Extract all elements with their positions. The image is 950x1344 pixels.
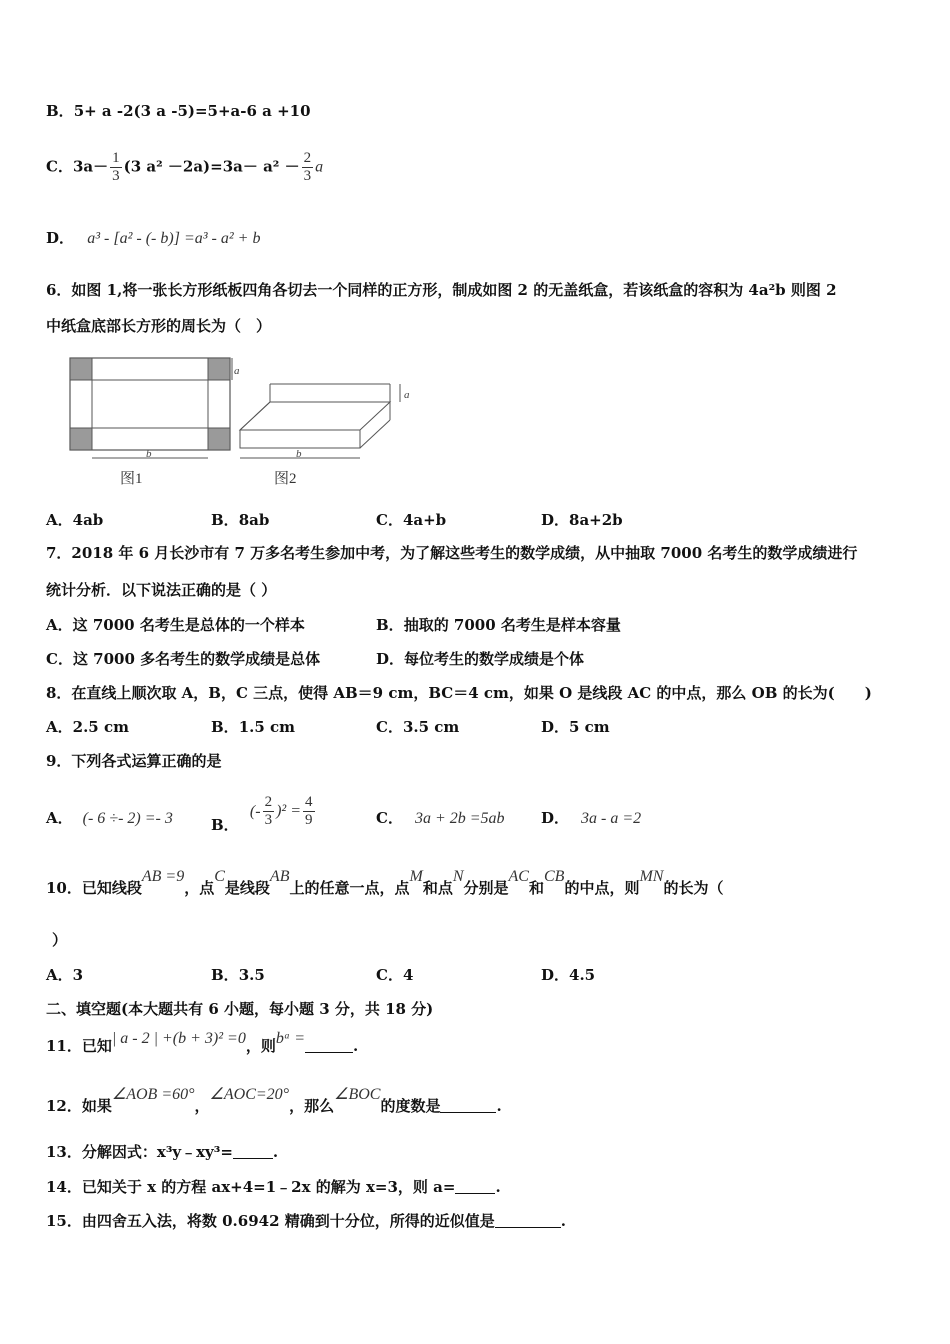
- q15: 15．由四舍五入法，将数 0.6942 精确到十分位，所得的近似值是 .: [46, 1212, 566, 1230]
- q13: 13．分解因式：x³y﹣xy³= .: [46, 1143, 279, 1161]
- q14: 14．已知关于 x 的方程 ax+4=1﹣2x 的解为 x=3，则 a= .: [46, 1178, 501, 1196]
- answer-blank[interactable]: [455, 1179, 495, 1194]
- q8-option-c: C．3.5 cm: [376, 718, 460, 736]
- q7-stem-line2: 统计分析．以下说法正确的是（ ）: [46, 581, 277, 599]
- q9-option-c: C． 3a + 2b =5ab: [376, 809, 505, 827]
- q7-option-c: C．这 7000 多名考生的数学成绩是总体: [46, 650, 321, 668]
- figure-1-unfolded-sheet: [70, 358, 240, 487]
- answer-blank[interactable]: [440, 1098, 496, 1113]
- q10-stem-line2: ）: [52, 931, 68, 949]
- q6-option-a: A．4ab: [46, 511, 104, 529]
- q10-stem-line1: 10．已知线段AB =9，点C是线段AB上的任意一点，点M和点N分别是AC和CB的中点，则MN的长为（: [46, 868, 724, 897]
- q8-option-d: D．5 cm: [541, 718, 610, 736]
- q6-figures: [60, 350, 420, 490]
- figure-2-open-box: [240, 384, 410, 487]
- q10-option-b: B．3.5: [211, 966, 265, 984]
- fig1-b-label: b: [146, 448, 152, 460]
- q10-option-c: C．4: [376, 966, 414, 984]
- q11: 11．已知| a - 2 | +(b + 3)² =0，则bᵃ = .: [46, 1030, 359, 1055]
- q5-option-d: D． a³ - [a² - (- b)] =a³ - a² + b: [46, 229, 261, 247]
- q12: 12．如果∠AOB =60°，∠AOC=20°，那么∠BOC的度数是 .: [46, 1086, 502, 1115]
- q6-option-b: B．8ab: [211, 511, 270, 529]
- q6-stem-line2: 中纸盒底部长方形的周长为（ ）: [46, 317, 272, 335]
- fig2-caption: 图2: [274, 471, 297, 487]
- q7-stem-line1: 7．2018 年 6 月长沙市有 7 万多名考生参加中考，为了解这些考生的数学成绩，从中抽取 7000 名考生的数学成绩进行: [46, 544, 858, 562]
- answer-blank[interactable]: [233, 1144, 273, 1159]
- fig2-a-label: a: [404, 389, 410, 401]
- q5-option-c: C．3a－ $\frac{1}{3}$ (3 a² －2a)=3a－ a² － $\frac{2}{3}$ a: [46, 150, 324, 184]
- q5-option-d-expr: a³ - [a² - (- b)] =a³ - a² + b: [87, 230, 261, 247]
- q9-stem: 9．下列各式运算正确的是: [46, 752, 222, 770]
- fig1-a-label: a: [234, 365, 240, 377]
- q7-option-d: D．每位考生的数学成绩是个体: [376, 650, 585, 668]
- q5-option-b: B．5+ a -2(3 a -5)=5+a-6 a +10: [46, 102, 311, 120]
- q8-option-b: B．1.5 cm: [211, 718, 296, 736]
- section-2-heading: 二、填空题(本大题共有 6 小题，每小题 3 分，共 18 分): [46, 1000, 434, 1018]
- q7-option-b: B．抽取的 7000 名考生是样本容量: [376, 616, 621, 634]
- q5-option-b-text: 5+ a -2(3 a -5)=5+a-6 a +10: [73, 102, 311, 120]
- q6-stem-line1: 6．如图 1,将一张长方形纸板四角各切去一个同样的正方形，制成如图 2 的无盖纸盒，若该纸盒的容积为 4a²b 则图 2: [46, 281, 837, 299]
- q10-option-d: D．4.5: [541, 966, 596, 984]
- q8-stem: 8．在直线上顺次取 A，B，C 三点，使得 AB＝9 cm，BC＝4 cm，如果 O 是线段 AC 的中点，那么 OB 的长为( ): [46, 684, 872, 702]
- q10-option-a: A．3: [46, 966, 84, 984]
- fraction: $\frac{1}{3}$: [112, 150, 120, 184]
- fraction: $\frac{4}{9}$: [305, 794, 313, 828]
- q9-option-a: A． (- 6 ÷- 2) =- 3: [46, 809, 173, 827]
- q9-option-d: D． 3a - a =2: [541, 809, 642, 827]
- q8-option-a: A．2.5 cm: [46, 718, 129, 736]
- answer-blank[interactable]: [305, 1038, 353, 1053]
- q6-option-c: C．4a+b: [376, 511, 447, 529]
- answer-blank[interactable]: [495, 1213, 561, 1228]
- fig1-caption: 图1: [120, 471, 143, 487]
- q7-option-a: A．这 7000 名考生是总体的一个样本: [46, 616, 305, 634]
- q9-option-b: B． (- $\frac{2}{3}$ )² = $\frac{4}{9}$: [211, 794, 313, 834]
- fraction: $\frac{2}{3}$: [303, 150, 312, 184]
- q6-option-d: D．8a+2b: [541, 511, 623, 529]
- fig2-b-label: b: [296, 448, 302, 460]
- fraction: $\frac{2}{3}$: [264, 794, 273, 828]
